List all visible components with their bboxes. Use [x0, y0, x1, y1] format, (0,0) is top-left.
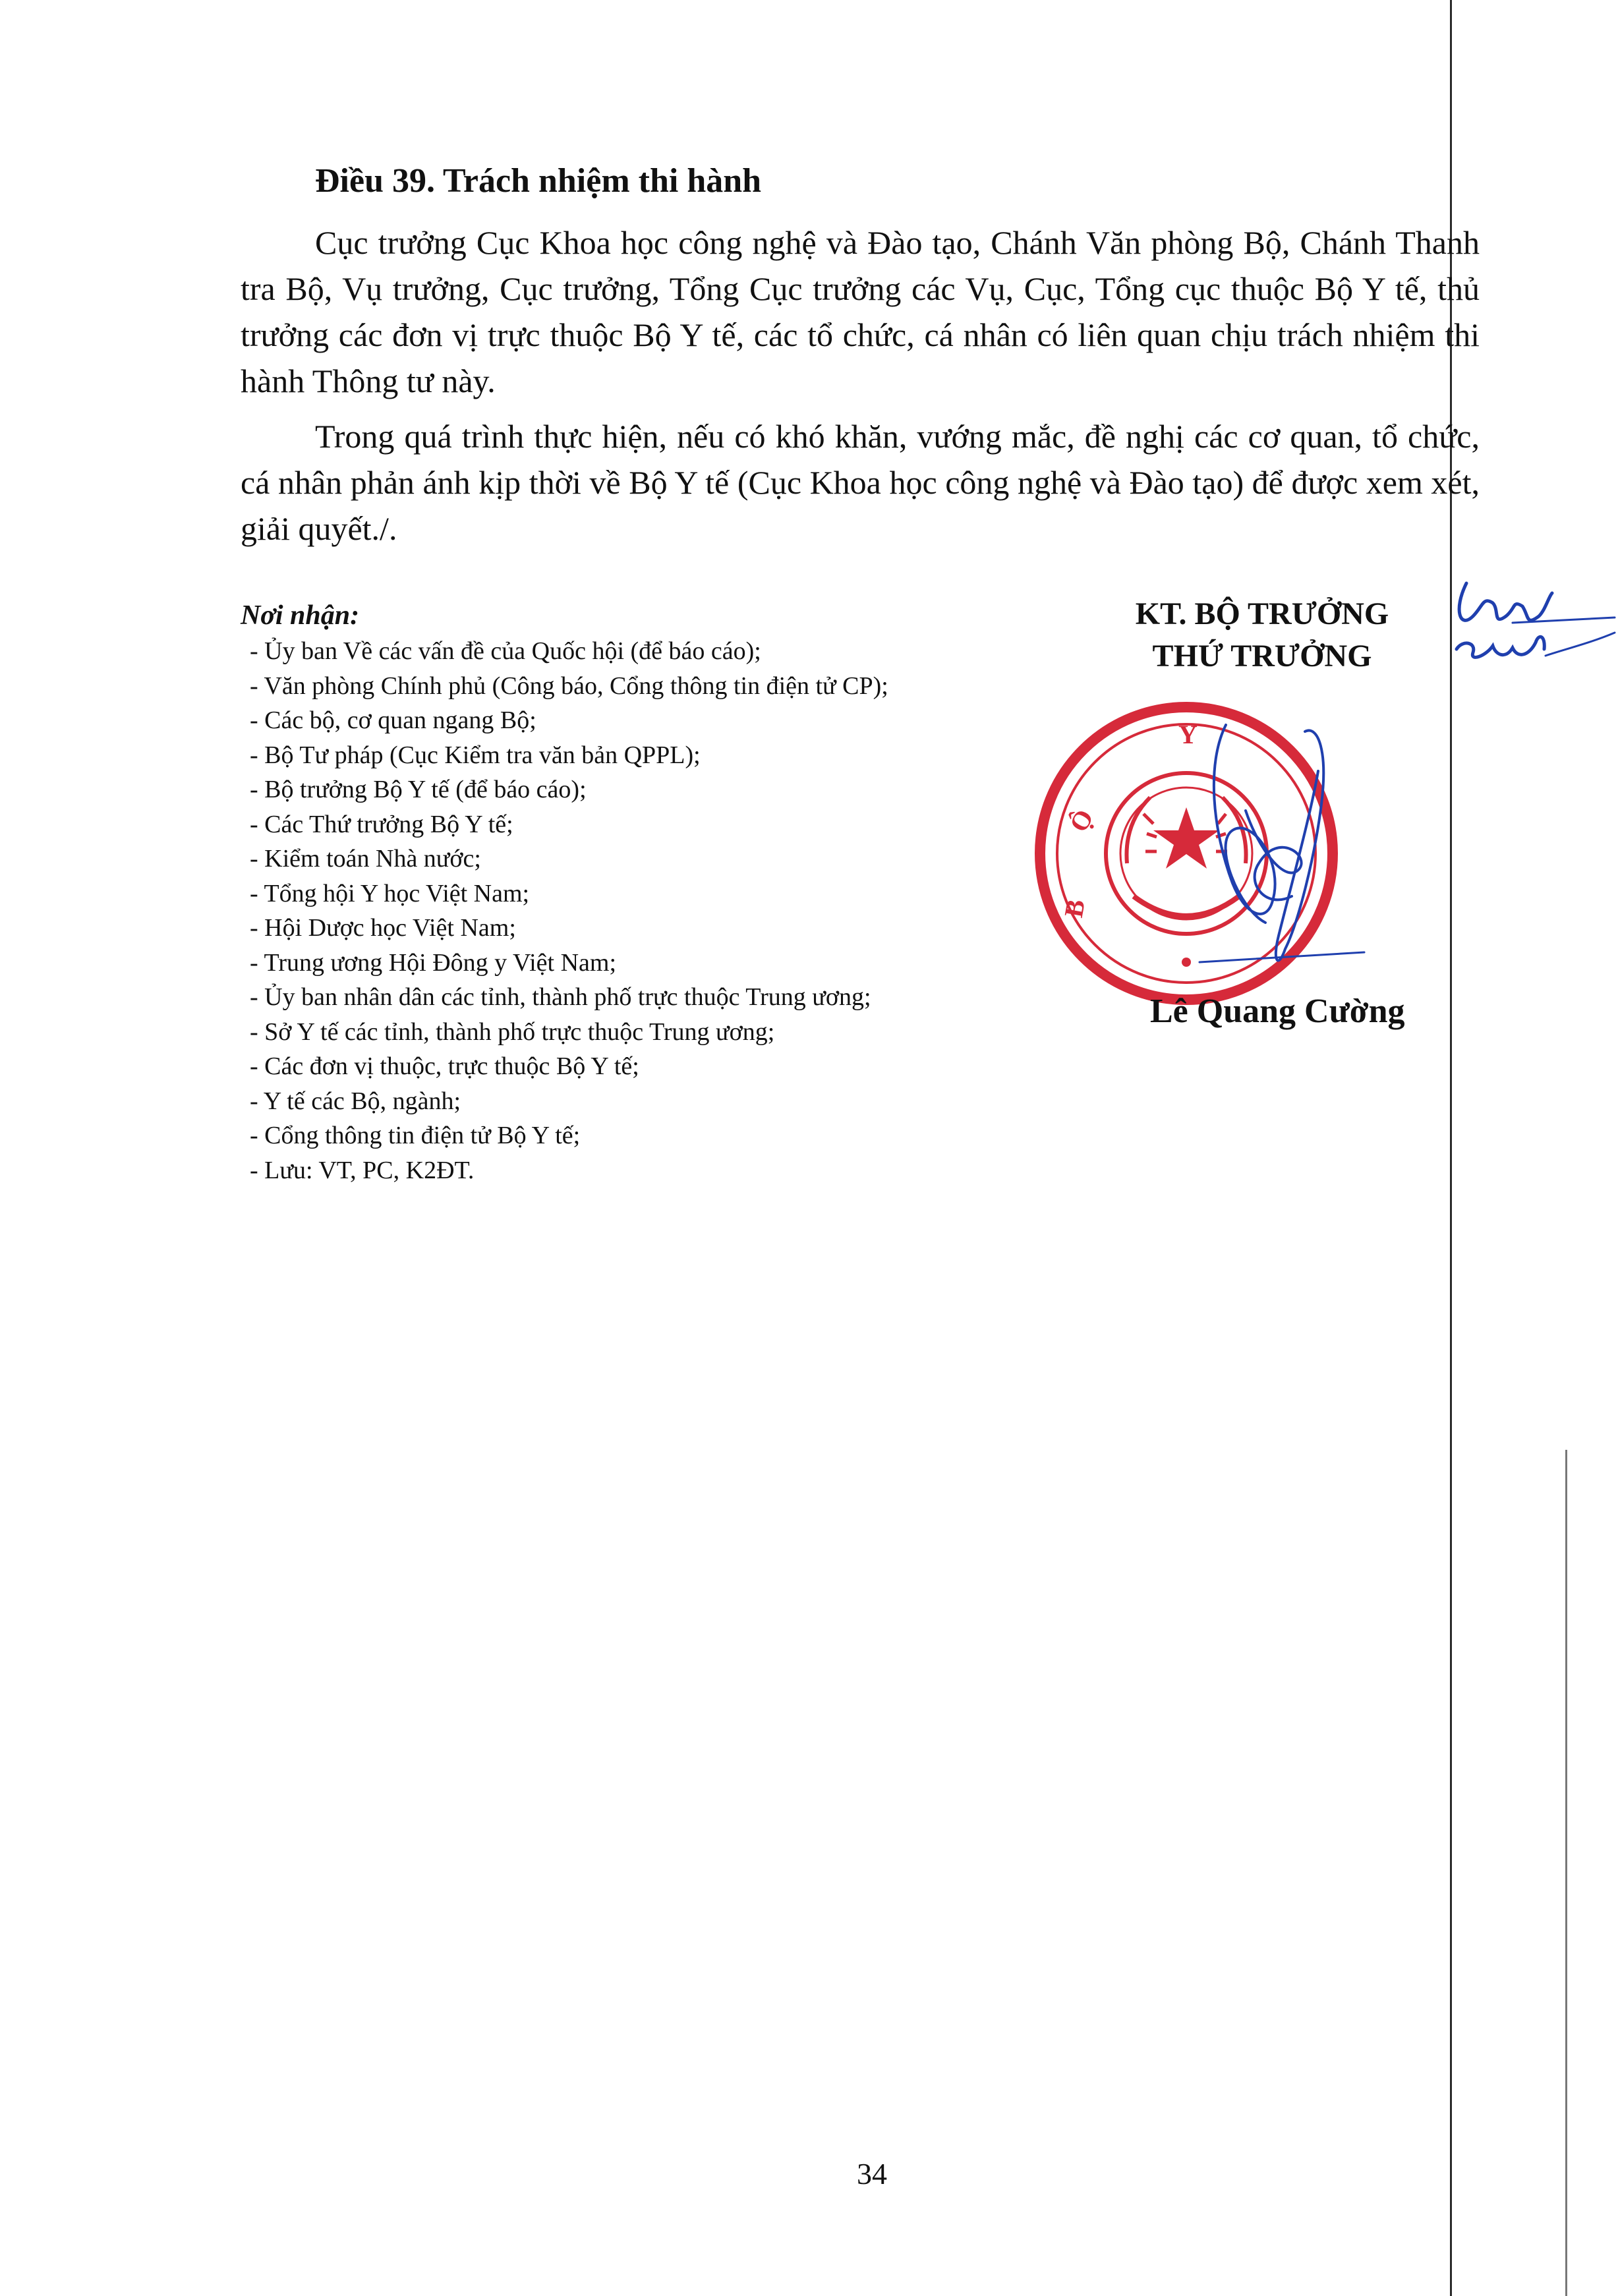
- list-item: - Ủy ban nhân dân các tỉnh, thành phố trực thuộc Trung ương;: [250, 983, 871, 1011]
- list-item: - Ủy ban Về các vấn đề của Quốc hội (để báo cáo);: [250, 637, 761, 665]
- list-item: - Sở Y tế các tỉnh, thành phố trực thuộc Trung ương;: [250, 1018, 775, 1046]
- list-item: - Văn phòng Chính phủ (Công báo, Cổng thông tin điện tử CP);: [250, 672, 888, 700]
- svg-text:B: B: [1058, 897, 1091, 920]
- list-item: - Các đơn vị thuộc, trực thuộc Bộ Y tế;: [250, 1052, 639, 1080]
- list-item: - Kiểm toán Nhà nước;: [250, 845, 481, 873]
- svg-text:Ộ: Ộ: [1063, 804, 1100, 837]
- list-item: - Y tế các Bộ, ngành;: [250, 1087, 461, 1115]
- article-title: Điều 39. Trách nhiệm thi hành: [315, 162, 762, 200]
- signer-authority: KT. BỘ TRƯỞNG: [1135, 596, 1389, 631]
- svg-text:Y: Y: [1178, 720, 1198, 749]
- list-item: - Lưu: VT, PC, K2ĐT.: [250, 1156, 475, 1184]
- recipients-title: Nơi nhận:: [241, 600, 360, 631]
- list-item: - Trung ương Hội Đông y Việt Nam;: [250, 948, 617, 977]
- list-item: - Hội Dược học Việt Nam;: [250, 914, 516, 942]
- recipients-block: [241, 598, 1100, 1188]
- article-paragraph-2: Trong quá trình thực hiện, nếu có khó khăn, vướng mắc, đề nghị các cơ quan, tổ chức, cá nhân phản ánh kịp thời về Bộ Y tế (Cục Khoa học công nghệ và Đào tạo) để được xem xét, giải quyết./.: [241, 418, 1480, 547]
- signer-title: THỨ TRƯỞNG: [1152, 639, 1372, 674]
- list-item: - Cổng thông tin điện tử Bộ Y tế;: [250, 1122, 581, 1149]
- initials-signature-icon: [1447, 570, 1618, 702]
- recipients-list: [241, 634, 1100, 1188]
- scan-edge-line: [1565, 1450, 1567, 2296]
- list-item: - Các Thứ trưởng Bộ Y tế;: [250, 810, 513, 838]
- page-number: 34: [857, 2157, 887, 2191]
- list-item: - Tổng hội Y học Việt Nam;: [250, 879, 530, 907]
- list-item: - Các bộ, cơ quan ngang Bộ;: [250, 706, 536, 734]
- list-item: - Bộ trưởng Bộ Y tế (để báo cáo);: [250, 776, 587, 803]
- handwritten-signature-icon: [1186, 712, 1371, 989]
- article-paragraph-1: Cục trưởng Cục Khoa học công nghệ và Đào tạo, Chánh Văn phòng Bộ, Chánh Thanh tra Bộ, Vụ trưởng, Cục trưởng, Tổng Cục trưởng các Vụ, Cục, Tổng cục thuộc Bộ Y tế, thủ trưởng các đơn vị trực thuộc Bộ Y tế, các tổ chức, cá nhân có liên quan chịu trách nhiệm thi hành Thông tư này.: [241, 224, 1480, 399]
- signature-block: [1084, 593, 1440, 677]
- signer-name: Lê Quang Cường: [1150, 992, 1405, 1030]
- list-item: - Bộ Tư pháp (Cục Kiểm tra văn bản QPPL);: [250, 741, 701, 769]
